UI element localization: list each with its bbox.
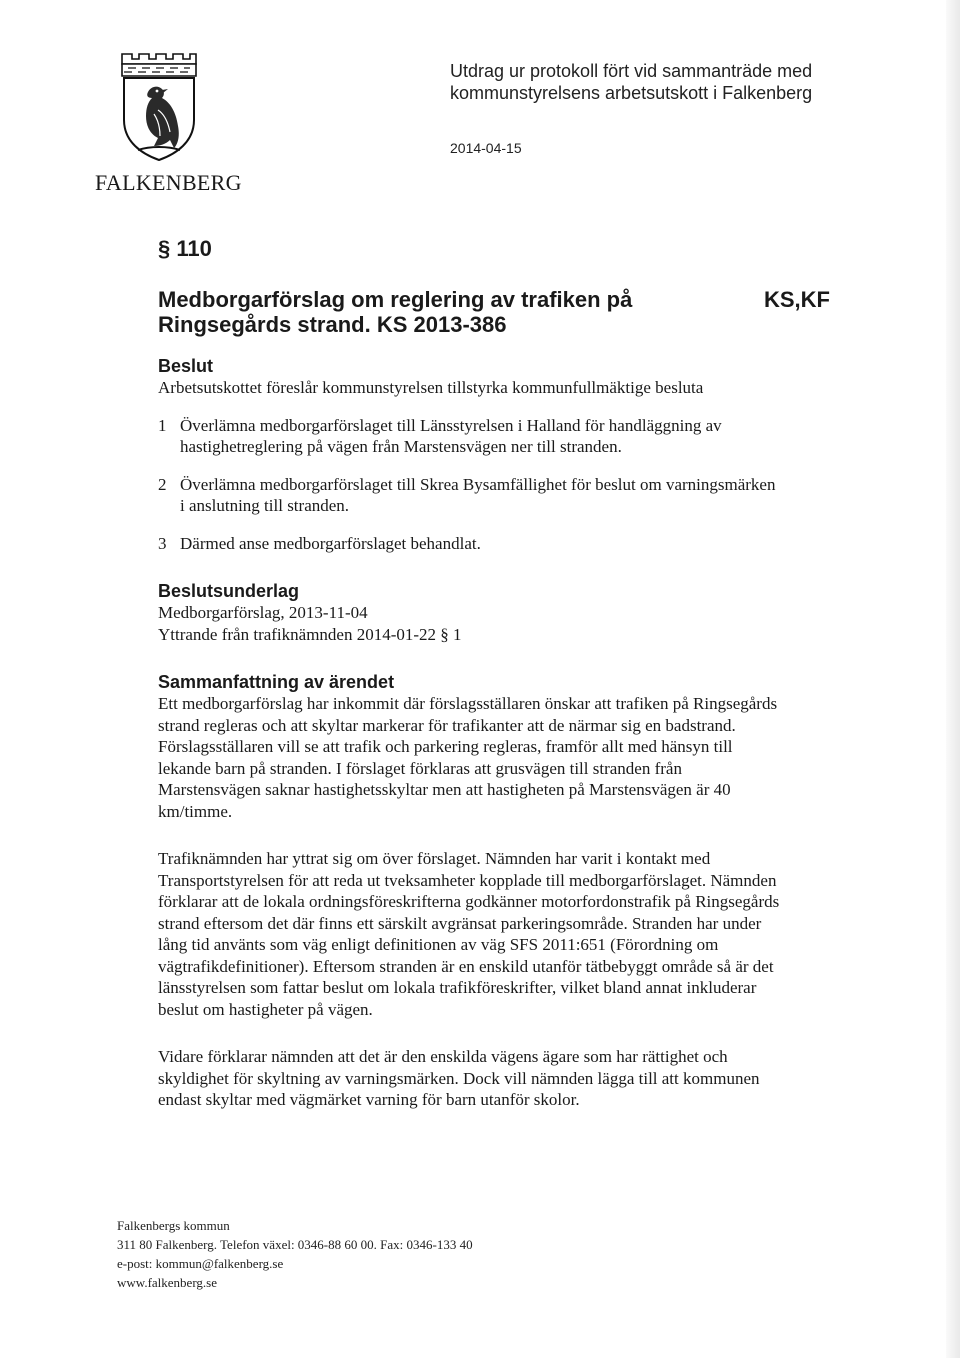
summary-line: strand eftersom det där finns ett särskilt avgränsat parkeringsområde. Stranden har under (158, 913, 762, 933)
case-subject-line: Ringsegårds strand. KS 2013-386 (158, 312, 507, 337)
decision-item-line: hastighetreglering på vägen från Marstensvägen ner till stranden. (180, 437, 622, 456)
summary-line: Trafiknämnden har yttrat sig om över förslaget. Nämnden har varit i kontakt med (158, 849, 711, 868)
summary-line: km/timme. (158, 801, 233, 821)
summary-heading: Sammanfattning av ärendet (158, 672, 395, 692)
decision-item-line: i anslutning till stranden. (180, 496, 350, 515)
summary-line: endast skyltar med vägmärket varning för barn utanför skolor. (158, 1090, 580, 1109)
footer-contact (117, 1216, 473, 1292)
summary-line: strand regleras och att skyltar markerar för trafikanter att de närmar sig en badstrand. (158, 715, 736, 735)
decision-item-number: 3 (158, 533, 167, 553)
summary-paragraph (158, 1046, 838, 1111)
summary-line: länsstyrelsen som fattar beslut om lokala trafikföreskrifter, vilket bland annat inkluderar (158, 978, 757, 997)
protocol-title (450, 60, 812, 104)
summary-line: Ett medborgarförslag har inkommit där förslagsställaren önskar att trafiken på Ringsegårds (158, 694, 778, 713)
summary-line: Vidare förklarar nämnden att det är den enskilda vägens ägare som har rättighet och (158, 1047, 728, 1066)
case-subject (158, 287, 632, 337)
summary-line: Transportstyrelsen för att reda ut tveksamheter kopplade till medborgarförslaget. Nämnden (158, 870, 777, 890)
decision-heading: Beslut (158, 356, 214, 376)
summary-line: Förslagsställaren vill se att trafik och parkering regleras, framför allt med hänsyn till (158, 737, 733, 756)
basis-line: Yttrande från trafiknämnden 2014-01-22 § 1 (158, 624, 462, 644)
decision-intro: Arbetsutskottet föreslår kommunstyrelsen tillstyrka kommunfullmäktige besluta (158, 378, 704, 397)
decision-item (158, 415, 838, 458)
summary-line: lekande barn på stranden. I förslaget förklaras att grusvägen till stranden från (158, 758, 682, 778)
decision-item-line: Därmed anse medborgarförslaget behandlat. (180, 533, 481, 553)
decision-item (158, 474, 838, 517)
summary-line: lång tid använts som väg enligt definitionen av väg SFS 2011:651 (Förordning om (158, 935, 719, 954)
summary-line: beslut om hastigheter på vägen. (158, 999, 373, 1019)
decision-item-line: Överlämna medborgarförslaget till Skrea Bysamfällighet för beslut om varningsmärken (180, 474, 776, 494)
municipality-name: FALKENBERG (95, 170, 242, 195)
protocol-title-line: Utdrag ur protokoll fört vid sammanträde med (450, 61, 813, 81)
footer-email: e-post: kommun@falkenberg.se (117, 1256, 284, 1271)
footer-organization: Falkenbergs kommun (117, 1218, 230, 1233)
case-recipients: KS,KF (764, 287, 830, 312)
footer-address: 311 80 Falkenberg. Telefon växel: 0346-88 60 00. Fax: 0346-133 40 (117, 1237, 473, 1252)
summary-line: Marstensvägen saknar hastighetsskyltar men att hastigheten på Marstensvägen är 40 (158, 780, 731, 799)
scan-edge (946, 0, 960, 1358)
basis-heading: Beslutsunderlag (158, 581, 300, 601)
decision-item-number: 1 (158, 415, 167, 435)
decision-item-number: 2 (158, 474, 167, 494)
document-body (158, 355, 838, 1111)
summary-line: skyldighet för skyltning av varningsmärken. Dock vill nämnden lägga till att kommunen (158, 1068, 760, 1088)
meeting-date: 2014-04-15 (450, 140, 522, 156)
footer-website: www.falkenberg.se (117, 1275, 217, 1290)
summary-paragraph (158, 693, 838, 822)
summary-paragraph (158, 848, 838, 1020)
decision-item (158, 533, 838, 555)
decision-item-line: Överlämna medborgarförslaget till Länsstyrelsen i Halland för handläggning av (180, 415, 722, 435)
basis-line: Medborgarförslag, 2013-11-04 (158, 603, 368, 622)
falkenberg-coat-of-arms-icon (118, 50, 200, 162)
paragraph-number: § 110 (158, 236, 212, 261)
summary-line: förklarar att de lokala ordningsföreskrifterna godkänner motorfordonstrafik på Ringsegårds (158, 892, 780, 911)
protocol-title-line: kommunstyrelsens arbetsutskott i Falkenberg (450, 83, 813, 103)
case-subject-line: Medborgarförslag om reglering av trafiken på (158, 287, 633, 312)
summary-line: vägtrafikdefinitioner). Eftersom stranden är en enskild utanför tätbebyggt område så är det (158, 956, 774, 976)
